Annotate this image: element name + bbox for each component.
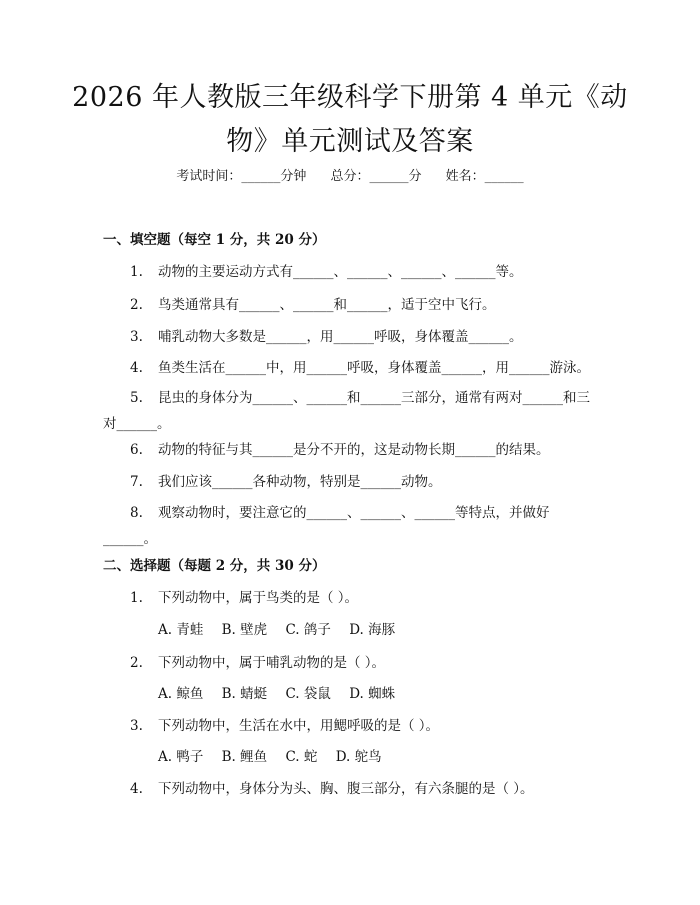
- exam-time: 考试时间：______分钟: [176, 169, 307, 184]
- question-number: 3.: [130, 329, 143, 345]
- exam-score: 总分：______分: [330, 169, 422, 184]
- question-item: [130, 472, 600, 492]
- question-item: [130, 716, 600, 736]
- question-text: 动物的特征与其______是分不开的，这是动物长期______的结果。: [158, 442, 550, 458]
- question-number: 3.: [130, 718, 143, 734]
- section-heading-multiple-choice: 二、选择题（每题 2 分，共 30 分）: [103, 558, 326, 574]
- answer-options: [158, 684, 409, 704]
- question-number: 4.: [130, 360, 143, 376]
- section-heading-fill-blank: 一、填空题（每空 1 分，共 20 分）: [103, 232, 326, 248]
- question-item: [130, 295, 600, 315]
- student-name: 姓名：______: [445, 169, 524, 184]
- option-c: C. 袋鼠: [285, 686, 331, 702]
- question-text: 哺乳动物大多数是______，用______呼吸，身体覆盖______。: [158, 329, 523, 345]
- question-item: [130, 653, 600, 673]
- option-d: D. 鸵鸟: [335, 749, 382, 765]
- option-c: C. 鸽子: [285, 622, 331, 638]
- option-b: B. 壁虎: [221, 622, 268, 638]
- question-number: 1.: [130, 590, 143, 606]
- question-number: 2.: [130, 655, 143, 671]
- question-item: [103, 500, 600, 552]
- answer-options: [158, 747, 396, 767]
- question-text: 下列动物中，身体分为头、胸、腹三部分，有六条腿的是（ ）。: [158, 781, 534, 797]
- option-d: D. 海豚: [349, 622, 396, 638]
- option-a: A. 鲸鱼: [158, 686, 204, 702]
- question-text: 鸟类通常具有______、______和______，适于空中飞行。: [158, 297, 496, 313]
- question-text: 动物的主要运动方式有______、______、______、______等。: [158, 264, 523, 280]
- question-text: 观察动物时，要注意它的______、______、______等特点，并做好______。: [103, 505, 550, 547]
- option-b: B. 鲤鱼: [221, 749, 268, 765]
- question-text: 昆虫的身体分为______、______和______三部分，通常有两对______和三对______。: [103, 390, 590, 432]
- question-number: 7.: [130, 474, 143, 490]
- question-text: 下列动物中，属于哺乳动物的是（ ）。: [158, 655, 386, 671]
- question-item: [130, 327, 600, 347]
- question-item: [130, 262, 600, 282]
- title-line-1: 2026 年人教版三年级科学下册第 4 单元《动: [72, 82, 628, 113]
- question-number: 1.: [130, 264, 143, 280]
- option-d: D. 蜘蛛: [349, 686, 396, 702]
- document-title: [0, 76, 700, 164]
- question-text: 我们应该______各种动物，特别是______动物。: [158, 474, 442, 490]
- question-item: [130, 358, 600, 378]
- question-item: [130, 779, 600, 799]
- question-number: 6.: [130, 442, 143, 458]
- question-number: 8.: [130, 505, 143, 521]
- question-text: 下列动物中，生活在水中，用鳃呼吸的是（ ）。: [158, 718, 440, 734]
- question-text: 鱼类生活在______中，用______呼吸，身体覆盖______，用______游泳。: [158, 360, 590, 376]
- option-a: A. 青蛙: [158, 622, 204, 638]
- option-a: A. 鸭子: [158, 749, 204, 765]
- exam-info: [0, 167, 700, 187]
- title-line-2: 物》单元测试及答案: [226, 126, 474, 157]
- question-item: [103, 385, 600, 437]
- option-c: C. 蛇: [285, 749, 318, 765]
- question-item: [130, 440, 600, 460]
- question-number: 5.: [130, 390, 143, 406]
- option-b: B. 蜻蜓: [221, 686, 268, 702]
- question-number: 4.: [130, 781, 143, 797]
- question-number: 2.: [130, 297, 143, 313]
- answer-options: [158, 620, 409, 640]
- question-item: [130, 588, 600, 608]
- question-text: 下列动物中，属于鸟类的是（ ）。: [158, 590, 359, 606]
